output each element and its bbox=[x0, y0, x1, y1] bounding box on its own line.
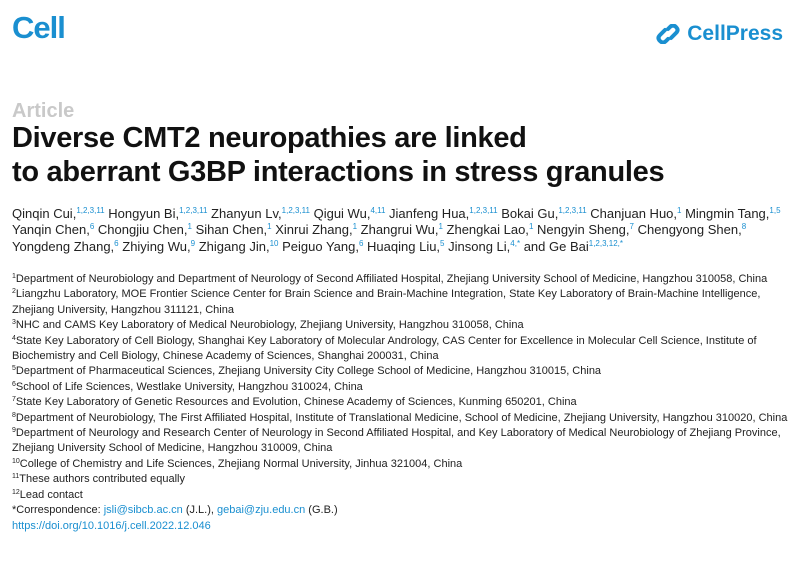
affiliation-item bbox=[12, 488, 797, 503]
affiliation-text: Department of Pharmaceutical Sciences, Zhejiang University City College School of Medicine, Hangzhou 310015, China bbox=[15, 365, 602, 378]
author-item bbox=[638, 222, 747, 237]
author-affiliation-refs[interactable]: 1,2,3,11 bbox=[469, 206, 498, 215]
affiliation-text: Liangzhu Laboratory, MOE Frontier Science Center for Brain Science and Brain-Machine Integration, State Key Laboratory of Brain-Machine Intelligence, Zhejiang University, Hangzhou 311121, China bbox=[12, 288, 761, 316]
cellpress-link-icon bbox=[655, 24, 681, 44]
affiliation-item bbox=[12, 364, 797, 379]
author-affiliation-refs[interactable]: 5 bbox=[440, 238, 445, 248]
author-name: and Ge Bai bbox=[523, 238, 589, 254]
affiliation-item bbox=[12, 334, 797, 365]
publisher-logo[interactable] bbox=[655, 22, 783, 46]
affiliation-text: State Key Laboratory of Genetic Resources and Evolution, Chinese Academy of Sciences, Kunming 650201, China bbox=[15, 396, 577, 409]
affiliation-number: 1 bbox=[12, 273, 16, 280]
author-affiliation-refs[interactable]: 10 bbox=[269, 238, 279, 248]
author-item bbox=[199, 239, 279, 254]
author-name: Jianfeng Hua, bbox=[389, 206, 470, 221]
correspondence bbox=[12, 503, 797, 518]
author-item bbox=[389, 206, 498, 221]
email-link-jsli[interactable]: jsli@sibcb.ac.cn bbox=[103, 504, 183, 517]
author-name: Nengyin Sheng, bbox=[537, 222, 630, 238]
author-affiliation-refs[interactable]: 7 bbox=[629, 222, 634, 232]
correspondence-label: *Correspondence: bbox=[12, 504, 104, 517]
author-item bbox=[448, 239, 520, 254]
affiliation-item bbox=[12, 472, 797, 487]
affiliation-item bbox=[12, 426, 797, 457]
author-affiliation-refs[interactable]: 1 bbox=[267, 222, 272, 232]
author-item bbox=[367, 239, 444, 254]
affiliation-text: College of Chemistry and Life Sciences, Zhejiang Normal University, Jinhua 321004, China bbox=[19, 457, 463, 470]
author-name: Zhangrui Wu, bbox=[360, 222, 439, 238]
author-item bbox=[537, 222, 634, 237]
author-name: Yongdeng Zhang, bbox=[12, 238, 115, 254]
author-affiliation-refs[interactable]: 6 bbox=[114, 238, 119, 248]
affiliation-text: Department of Neurology and Research Center of Neurology in Second Affiliated Hospital, and Key Laboratory of Medical Neurobiology of Zhejiang Province, Zhejiang University School of Medicine, Hangzhou 310009, China bbox=[12, 427, 781, 455]
author-affiliation-refs[interactable]: 4,* bbox=[510, 238, 521, 248]
author-affiliation-refs[interactable]: 1,5 bbox=[769, 206, 781, 215]
author-name: Sihan Chen, bbox=[195, 222, 268, 238]
affiliation-list bbox=[12, 272, 797, 534]
affiliation-number: 8 bbox=[12, 411, 16, 419]
affiliation-number: 4 bbox=[12, 334, 16, 342]
affiliation-number: 9 bbox=[12, 427, 16, 435]
author-name: Jinsong Li, bbox=[448, 238, 511, 254]
author-name: Chengyong Shen, bbox=[637, 222, 742, 238]
author-name: Zhiying Wu, bbox=[122, 238, 191, 254]
author-affiliation-refs[interactable]: 1,2,3,11 bbox=[179, 206, 208, 215]
author-name: Yanqin Chen, bbox=[12, 222, 90, 238]
author-item bbox=[361, 222, 443, 237]
author-affiliation-refs[interactable]: 9 bbox=[190, 238, 196, 248]
affiliation-item bbox=[12, 318, 797, 333]
correspondence-who-1: (J.L.), bbox=[182, 504, 217, 517]
author-item bbox=[282, 239, 363, 254]
affiliation-number: 5 bbox=[12, 365, 16, 373]
author-affiliation-refs[interactable]: 1,2,3,12,* bbox=[588, 238, 623, 248]
affiliation-number: 2 bbox=[12, 288, 16, 296]
author-affiliation-refs[interactable]: 1,2,3,11 bbox=[76, 206, 105, 215]
author-affiliation-refs[interactable]: 6 bbox=[89, 222, 95, 232]
author-item bbox=[685, 206, 780, 221]
affiliation-item bbox=[12, 457, 797, 472]
affiliation-number: 12 bbox=[12, 488, 20, 496]
author-affiliation-refs[interactable]: 1 bbox=[187, 222, 192, 232]
author-item bbox=[590, 206, 681, 221]
author-affiliation-refs[interactable]: 8 bbox=[741, 222, 747, 232]
email-link-gebai[interactable]: gebai@zju.edu.cn bbox=[217, 504, 306, 517]
affiliation-item bbox=[12, 380, 797, 395]
affiliation-text: NHC and CAMS Key Laboratory of Medical Neurobiology, Zhejiang University, Hangzhou 310058, China bbox=[15, 319, 524, 332]
author-name: Chanjuan Huo, bbox=[590, 206, 678, 221]
affiliation-number: 7 bbox=[12, 396, 16, 404]
author-item bbox=[501, 206, 586, 221]
author-affiliation-refs[interactable]: 1 bbox=[352, 222, 358, 232]
title-line-1: Diverse CMT2 neuropathies are linked bbox=[12, 122, 527, 154]
author-item bbox=[275, 222, 357, 237]
author-name: Zhigang Jin, bbox=[198, 238, 270, 254]
author-item bbox=[12, 206, 105, 221]
author-name: Peiguo Yang, bbox=[282, 238, 359, 254]
author-item bbox=[196, 222, 272, 237]
author-name: Qigui Wu, bbox=[313, 206, 371, 221]
author-item bbox=[12, 222, 94, 237]
author-name: Huaqing Liu, bbox=[367, 238, 441, 254]
correspondence-who-2: (G.B.) bbox=[305, 504, 338, 517]
author-item bbox=[211, 206, 310, 221]
author-item bbox=[122, 239, 195, 254]
affiliation-text: State Key Laboratory of Cell Biology, Shanghai Key Laboratory of Molecular Andrology, CAS Center for Excellence in Molecular Cell Science, Institute of Biochemistry and Cell Biology, Chinese Academy of Sciences, Shanghai 200031, China bbox=[12, 334, 757, 363]
author-name: Zhengkai Lao, bbox=[446, 222, 529, 238]
affiliation-item bbox=[12, 272, 797, 287]
affiliation-number: 10 bbox=[12, 457, 20, 465]
author-list bbox=[12, 206, 797, 255]
author-item bbox=[12, 239, 119, 254]
affiliation-item bbox=[12, 411, 797, 426]
affiliation-text: These authors contributed equally bbox=[19, 473, 185, 486]
affiliation-text: Lead contact bbox=[19, 488, 83, 501]
affiliation-text: School of Life Sciences, Westlake University, Hangzhou 310024, China bbox=[15, 380, 363, 393]
author-name: Bokai Gu, bbox=[501, 206, 559, 221]
author-item bbox=[524, 239, 623, 254]
author-affiliation-refs[interactable]: 4,11 bbox=[370, 206, 386, 215]
author-item bbox=[98, 222, 192, 237]
author-affiliation-refs[interactable]: 1 bbox=[677, 206, 682, 215]
author-affiliation-refs[interactable]: 1 bbox=[528, 222, 534, 232]
affiliation-number: 3 bbox=[12, 319, 16, 327]
doi-line bbox=[12, 519, 797, 534]
affiliation-item bbox=[12, 287, 797, 318]
author-name: Zhanyun Lv, bbox=[211, 206, 282, 221]
doi-link[interactable]: https://doi.org/10.1016/j.cell.2022.12.046 bbox=[12, 519, 211, 532]
affiliation-number: 6 bbox=[12, 380, 16, 388]
author-name: Xinrui Zhang, bbox=[275, 222, 353, 238]
author-name: Mingmin Tang, bbox=[685, 206, 770, 221]
article-title bbox=[12, 121, 792, 189]
affiliation-text: Department of Neurobiology, The First Affiliated Hospital, Institute of Translational Medicine, School of Medicine, Zhejiang University, Hangzhou 310020, China bbox=[15, 411, 788, 424]
affiliation-text: Department of Neurobiology and Department of Neurology of Second Affiliated Hospital, Zhejiang University School of Medicine, Hangzhou 310058, China bbox=[15, 273, 768, 285]
author-name: Qinqin Cui, bbox=[12, 206, 77, 221]
publisher-name: CellPress bbox=[687, 22, 783, 45]
title-line-2: to aberrant G3BP interactions in stress granules bbox=[12, 156, 665, 188]
article-type: Article bbox=[12, 100, 75, 122]
author-item bbox=[447, 222, 534, 237]
author-name: Hongyun Bi, bbox=[108, 206, 180, 221]
author-affiliation-refs[interactable]: 6 bbox=[358, 238, 364, 248]
author-affiliation-refs[interactable]: 1 bbox=[438, 222, 443, 232]
journal-logo: Cell bbox=[12, 10, 65, 45]
author-item bbox=[108, 206, 207, 221]
affiliation-item bbox=[12, 395, 797, 410]
affiliation-number: 11 bbox=[12, 473, 20, 481]
author-item bbox=[314, 206, 386, 221]
author-name: Chongjiu Chen, bbox=[97, 222, 188, 238]
author-affiliation-refs[interactable]: 1,2,3,11 bbox=[281, 206, 310, 215]
author-affiliation-refs[interactable]: 1,2,3,11 bbox=[558, 206, 587, 215]
